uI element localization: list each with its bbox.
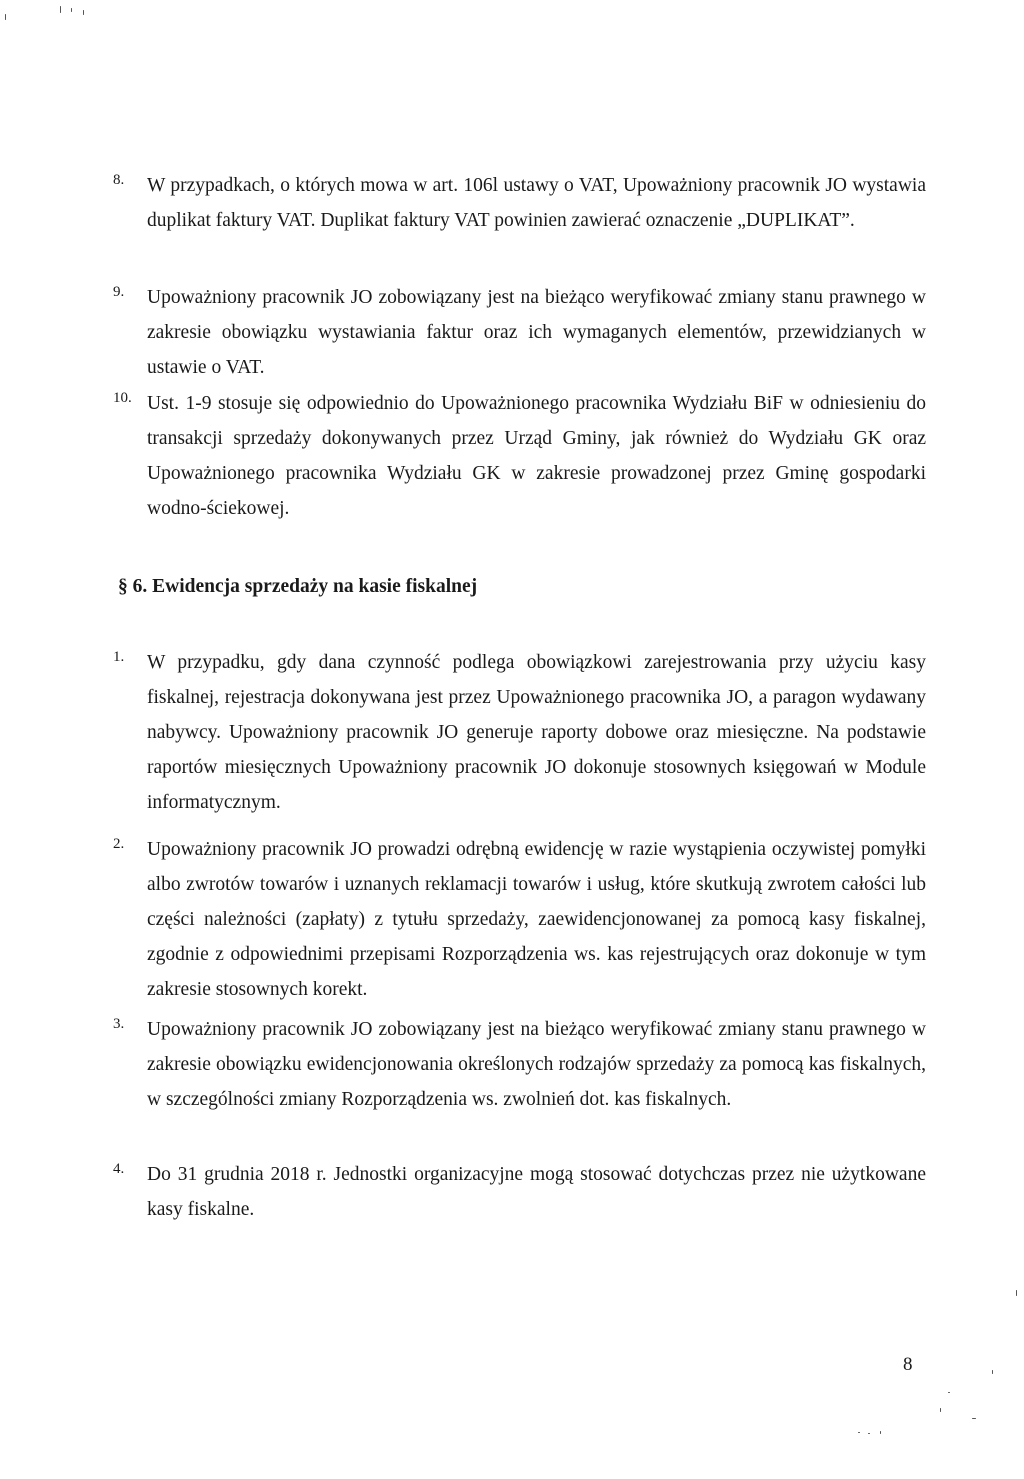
item-text: Upoważniony pracownik JO zobowiązany jest na bieżąco weryfikować zmiany stanu prawnego w zakresie obowiązku wystawiania faktur oraz ich wymaganych elementów, przewidzianych w ustawie o VAT. <box>147 287 926 378</box>
item-number: 4. <box>113 1161 125 1177</box>
scan-speck <box>992 1370 993 1374</box>
list-item <box>113 386 926 526</box>
item-text: Upoważniony pracownik JO prowadzi odrębną ewidencję w razie wystąpienia oczywistej pomyłki albo zwrotów towarów i uznanych reklamacji towarów i usług, które skutkują zwrotem całości lub części należności (zapłaty) z tytułu sprzedaży, zaewidencjonowanej za pomocą kasy fiskalnej, zgodnie z odpowiednimi przepisami Rozporządzenia ws. kas rejestrujących oraz dokonuje w tym zakresie stosownych korekt. <box>147 839 926 1000</box>
scan-speck <box>868 1433 870 1434</box>
scan-speck <box>880 1431 881 1434</box>
scan-speck <box>83 10 84 15</box>
scan-speck <box>948 1392 950 1393</box>
list-item <box>113 832 926 1007</box>
item-text: Do 31 grudnia 2018 r. Jednostki organizacyjne mogą stosować dotychczas przez nie użytkowane kasy fiskalne. <box>147 1164 926 1220</box>
scan-speck <box>972 1418 976 1419</box>
item-number: 8. <box>113 172 125 188</box>
item-text: W przypadkach, o których mowa w art. 106l ustawy o VAT, Upoważniony pracownik JO wystawia duplikat faktury VAT. Duplikat faktury VAT powinien zawierać oznaczenie „DUPLIKAT”. <box>147 175 926 231</box>
list-item <box>113 168 926 238</box>
scan-speck <box>71 8 72 12</box>
list-item <box>113 1012 926 1117</box>
section-heading: § 6. Ewidencja sprzedaży na kasie fiskalnej <box>118 576 478 597</box>
scan-speck <box>858 1432 860 1433</box>
item-text: Ust. 1-9 stosuje się odpowiednio do Upoważnionego pracownika Wydziału BiF w odniesieniu do transakcji sprzedaży dokonywanych przez Urząd Gminy, jak również do Wydziału GK oraz Upoważnionego pracownika Wydziału GK w zakresie prowadzonej przez Gminę gospodarki wodno-ściekowej. <box>147 393 926 519</box>
item-text: W przypadku, gdy dana czynność podlega obowiązkowi zarejestrowania przy użyciu kasy fiskalnej, rejestracja dokonywana jest przez Upoważnionego pracownika JO, a paragon wydawany nabywcy. Upoważniony pracownik JO generuje raporty dobowe oraz miesięczne. Na podstawie raportów miesięcznych Upoważniony pracownik JO dokonuje stosownych księgowań w Module informatycznym. <box>147 652 926 813</box>
list-item <box>113 1157 926 1227</box>
list-item <box>113 645 926 820</box>
page-number: 8 <box>903 1354 913 1375</box>
item-number: 1. <box>113 649 125 665</box>
list-item <box>113 280 926 385</box>
item-number: 9. <box>113 284 125 300</box>
scan-speck <box>940 1408 941 1412</box>
scan-speck <box>60 6 61 13</box>
item-number: 2. <box>113 836 125 852</box>
item-number: 10. <box>113 390 132 406</box>
item-text: Upoważniony pracownik JO zobowiązany jest na bieżąco weryfikować zmiany stanu prawnego w zakresie obowiązku ewidencjonowania określonych rodzajów sprzedaży za pomocą kas fiskalnych, w szczególności zmiany Rozporządzenia ws. zwolnień dot. kas fiskalnych. <box>147 1019 926 1110</box>
scan-speck <box>5 14 6 20</box>
item-number: 3. <box>113 1016 125 1032</box>
scan-speck <box>1016 1290 1017 1296</box>
